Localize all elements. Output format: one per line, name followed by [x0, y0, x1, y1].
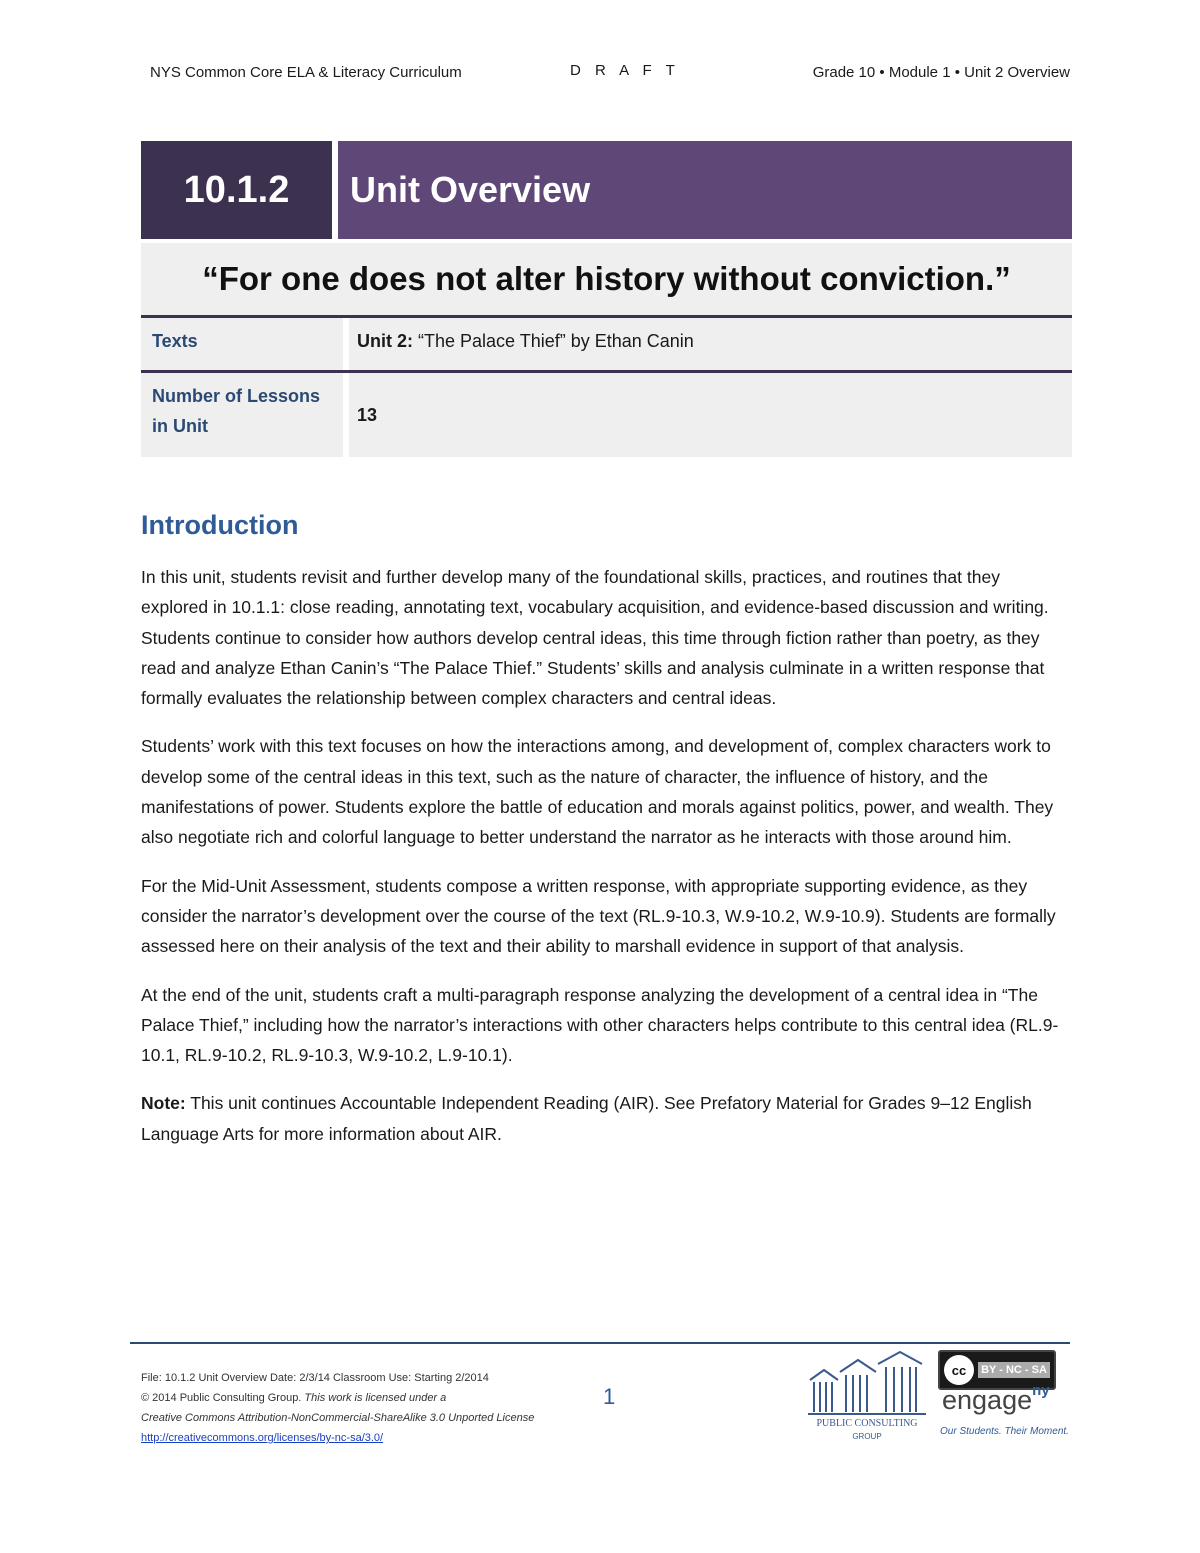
unit-quote: “For one does not alter history without conviction.” [141, 239, 1072, 315]
header-draft: D R A F T [570, 62, 680, 79]
footer-divider [130, 1342, 1070, 1344]
footer-license-name: Creative Commons Attribution-NonCommercial-ShareAlike 3.0 Unported License [141, 1412, 535, 1424]
introduction-heading: Introduction [141, 510, 299, 540]
intro-paragraph-2: Students’ work with this text focuses on how the interactions among, and development of, complex characters work to develop some of the central ideas in this text, such as the nature of character, the influence of history, and the manifestations of power. Students explore the battle of education and morals against politics, power, and wealth. They also negotiate rich and colorful language to better understand the narrator as he interacts with those around him. [141, 736, 1054, 848]
cc-terms: BY - NC - SA [978, 1362, 1050, 1378]
public-consulting-group-logo [806, 1350, 928, 1445]
texts-row [141, 315, 1072, 370]
header-curriculum: NYS Common Core ELA & Literacy Curriculum [150, 64, 462, 81]
footer-license-intro: This work is licensed under a [301, 1392, 447, 1404]
engageny-tagline: Our Students. Their Moment. [940, 1426, 1069, 1437]
texts-label: Texts [141, 318, 349, 370]
engageny-logo [942, 1382, 1050, 1416]
texts-value [349, 318, 1072, 370]
pcg-name: PUBLIC CONSULTING [816, 1418, 918, 1429]
intro-note [141, 1088, 1066, 1149]
unit-number: 10.1.2 [141, 141, 332, 239]
unit-title-block [141, 141, 1072, 457]
texts-title: “The Palace Thief” by Ethan Canin [413, 331, 694, 351]
intro-paragraph-3: For the Mid-Unit Assessment, students compose a written response, with appropriate supporting evidence, as they consider the narrator’s development over the course of the text (RL.9-10.3, W.9-10.2, W.9-10.9). Students are formally assessed here on their analysis of the text and their ability to marshall evidence in support of that analysis. [141, 875, 1056, 957]
footer-info [141, 1368, 581, 1448]
footer-copyright: © 2014 Public Consulting Group. [141, 1392, 302, 1404]
footer-file-line: File: 10.1.2 Unit Overview Date: 2/3/14 Classroom Use: Starting 2/2014 [141, 1372, 489, 1384]
texts-unit-prefix: Unit 2: [357, 331, 413, 351]
engage-ny: ny [1032, 1382, 1050, 1399]
page-header [150, 64, 1070, 88]
engage-word: engage [942, 1385, 1033, 1415]
cc-icon: cc [944, 1355, 974, 1385]
title-row [141, 141, 1072, 239]
intro-paragraph-1: In this unit, students revisit and further develop many of the foundational skills, practices, and routines that they explored in 10.1.1: close reading, annotating text, vocabulary acquisition, and evidence-based discussion and writing. Students continue to consider how authors develop central ideas, this time through fiction rather than poetry, as they read and analyze Ethan Canin’s “The Palace Thief.” Students’ skills and analysis culminate in a written response that formally evaluates the relationship between complex characters and central ideas. [141, 567, 1049, 709]
unit-title: Unit Overview [338, 141, 1072, 239]
pcg-group: GROUP [852, 1432, 882, 1441]
header-grade-module: Grade 10 • Module 1 • Unit 2 Overview [812, 64, 1070, 81]
footer-copyright-line [141, 1388, 581, 1408]
license-link[interactable]: http://creativecommons.org/licenses/by-nc-sa/3.0/ [141, 1432, 384, 1444]
introduction-body [141, 562, 1066, 1167]
lessons-row [141, 370, 1072, 457]
note-label: Note: [141, 1093, 186, 1114]
lessons-value: 13 [357, 405, 378, 425]
note-text: This unit continues Accountable Independent Reading (AIR). See Prefatory Material for Grades 9–12 English Language Arts for more information about AIR. [141, 1093, 1032, 1144]
intro-paragraph-4: At the end of the unit, students craft a multi-paragraph response analyzing the development of a central idea in “The Palace Thief,” including how the narrator’s interactions with other characters helps contribute to this central idea (RL.9-10.1, RL.9-10.2, RL.9-10.3, W.9-10.2, L.9-10.1). [141, 984, 1059, 1066]
lessons-label: Number of Lessons in Unit [141, 373, 349, 457]
page-number: 1 [603, 1384, 616, 1409]
